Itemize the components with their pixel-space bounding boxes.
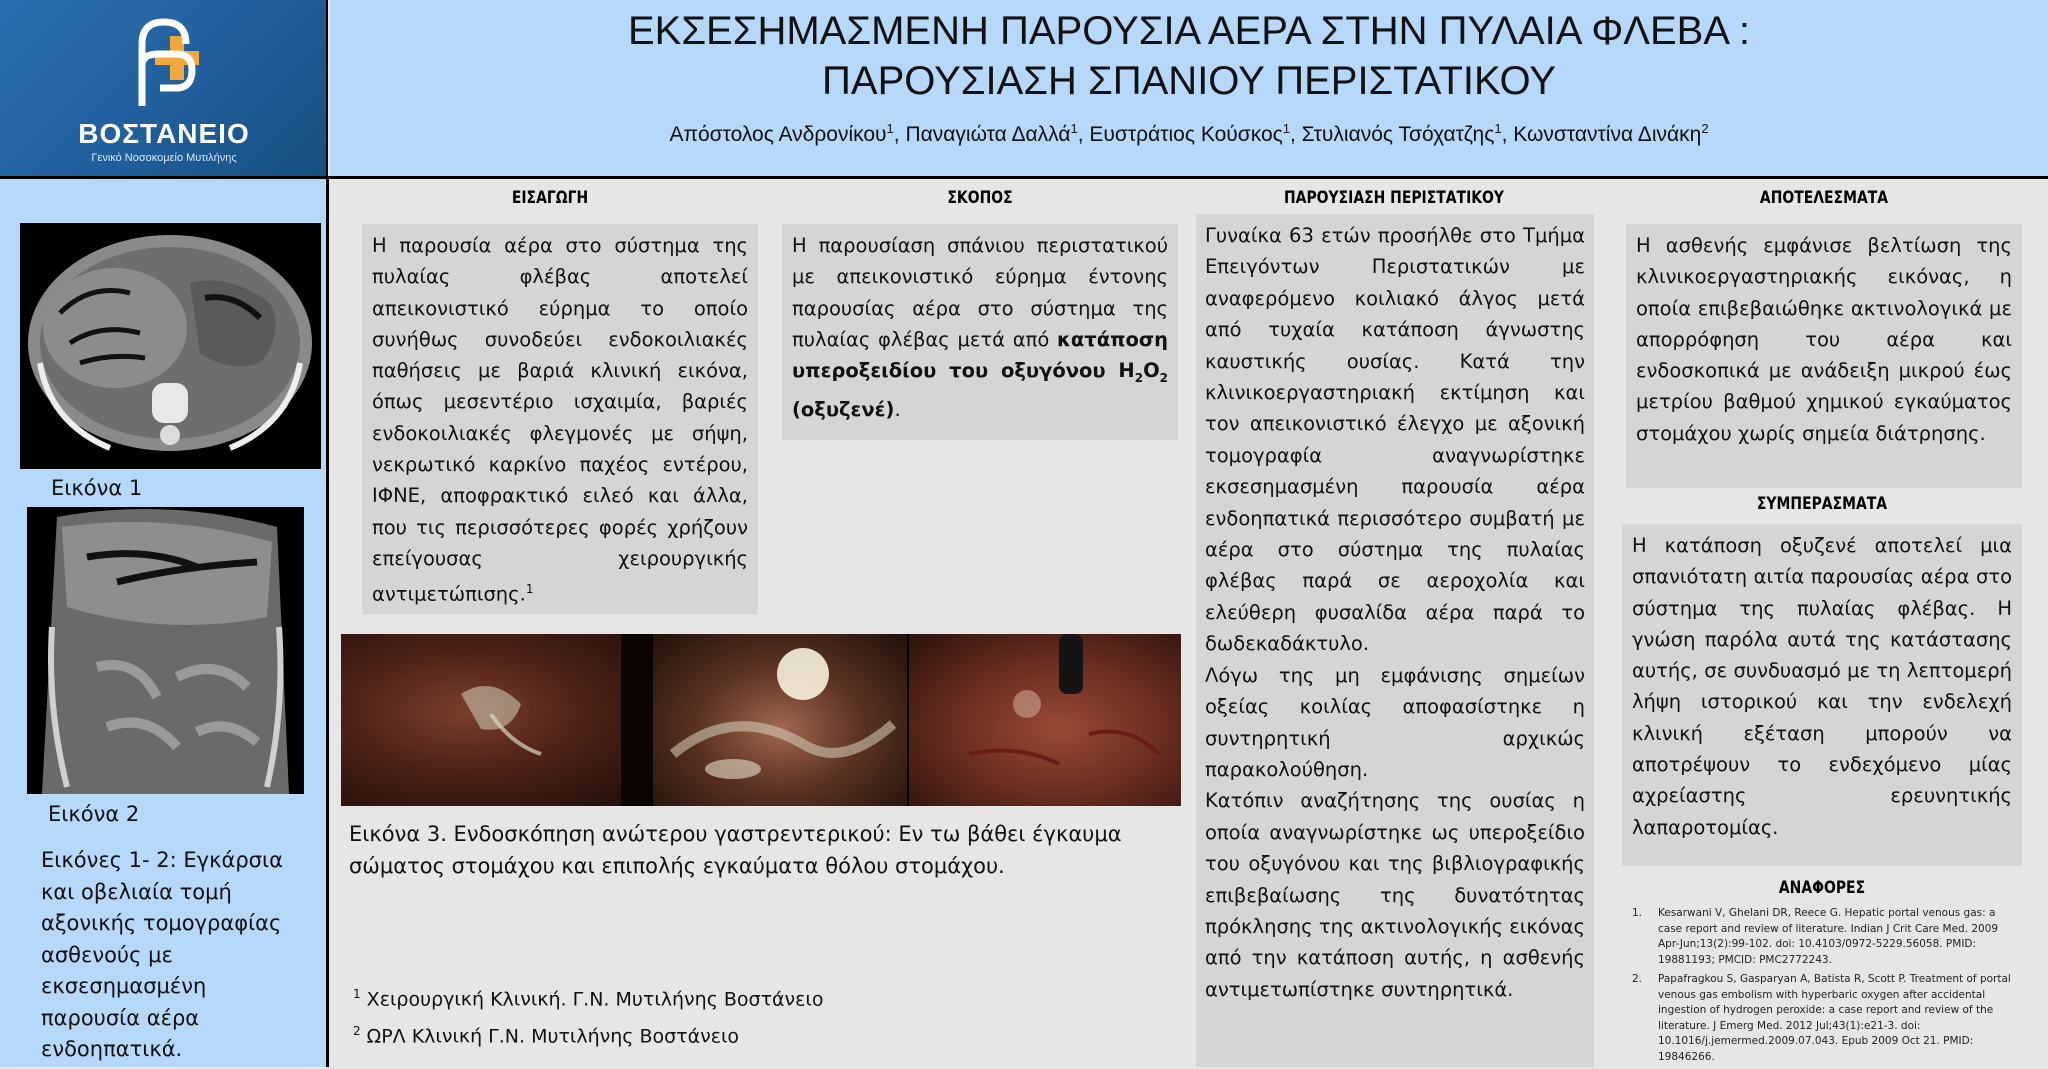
conclusions-box xyxy=(1622,524,2022,866)
author: Κωνσταντίνα Δινάκη$^2$ xyxy=(1513,121,1709,146)
endoscopy-image-1 xyxy=(341,634,651,806)
hospital-logo xyxy=(0,0,328,176)
author-affiliation-marker: 2 xyxy=(1701,121,1709,136)
affiliation-item: $^1$ Χειρουργική Κλινική. Γ.Ν. Μυτιλήνης Βοστάνειο xyxy=(353,987,824,1011)
aim-text: Η παρουσίαση σπάνιου περιστατικού με απεικονιστικό εύρημα έντονης παρουσίας αέρα στο σύστημα της πυλαίας φλέβας μετά από κατάποση υπεροξειδίου του οξυγόνου $H_2O_2$ (οξυζενέ). xyxy=(792,234,1168,422)
results-text: Η ασθενής εμφάνισε βελτίωση της κλινικοεργαστηριακής εικόνας, η οποία επιβεβαιώθηκε ακτινολογικά με απορρόφηση του αέρα και ενδοσκοπικά με ανάδειξη μικρού έως μετρίου βαθμού χημικού εγκαύματος στομάχου χωρίς σημεία διάτρησης. xyxy=(1636,234,2012,445)
author-affiliation-marker: 1 xyxy=(886,121,894,136)
hospital-subtitle: Γενικό Νοσοκομείο Μυτιλήνης xyxy=(91,152,237,164)
references-heading: ΑΝΑΦΟΡΕΣ xyxy=(1778,878,1866,898)
figure-2-label: Εικόνα 2 xyxy=(48,802,140,826)
author-list: Απόστολος Ανδρονίκου$^1$, Παναγιώτα Δαλλά$^1$, Ευστράτιος Κούσκος$^1$, Στυλιανός Τσόχατζης$^1$, Κωνσταντίνα Δινάκη$^2$ xyxy=(669,121,1709,146)
references-list xyxy=(1632,906,2012,1069)
author: Στυλιανός Τσόχατζης$^1$ xyxy=(1301,121,1502,146)
reference-item: 1. Kesarwani V, Ghelani DR, Reece G. Hepatic portal venous gas: a case report and review of literature. Indian J Crit Care Med. 2009 Apr-Jun;13(2):99-102. doi: 10.4103/0972-5229.56058. PMID: 19881193; PMCID: PMC2772243. xyxy=(1632,907,1999,966)
ct-coronal-drawing xyxy=(27,507,304,794)
case-heading: ΠΑΡΟΥΣΙΑΣΗ ΠΕΡΙΣΤΑΤΙΚΟΥ xyxy=(1283,188,1505,208)
endoscopy-drawing-2 xyxy=(653,634,907,806)
author: Απόστολος Ανδρονίκου$^1$ xyxy=(669,121,894,146)
aim-box xyxy=(782,224,1178,440)
case-paragraph: Γυναίκα 63 ετών προσήλθε στο Τμήμα Επειγόντων Περιστατικών με αναφερόμενο κοιλιακό άλγος μετά από τυχαία κατάποση άγνωστης καυστικής ουσίας. Κατά την κλινικοεργαστηριακή εκτίμηση και τον απεικονιστικό έλεγχο με αξονική τομογραφία αναγνωρίστηκε εκσεσημασμένη παρουσία αέρα ενδοηπατικά περισσότερο συμβατή με αέρα στο σύστημα της πυλαίας φλέβας παρά σε αεροχολία και ελεύθερη φυσαλίδα αέρα παρά το δωδεκαδάκτυλο. xyxy=(1205,224,1585,656)
affiliation-item: $^2$ ΩΡΛ Κλινική Γ.Ν. Μυτιλήνης Βοστάνειο xyxy=(353,1024,740,1048)
author-affiliation-marker: 1 xyxy=(1282,121,1290,136)
author-affiliation-marker: 1 xyxy=(1494,121,1502,136)
endoscopy-image-2 xyxy=(653,634,907,806)
author: Ευστράτιος Κούσκος$^1$ xyxy=(1089,121,1290,146)
endoscopy-images xyxy=(341,634,1181,806)
ct-coronal-image xyxy=(27,507,304,794)
figure-3-caption: Εικόνα 3. Ενδοσκόπηση ανώτερου γαστρεντερικού: Εν τω βάθει έγκαυμα σώματος στομάχου και επιπολής εγκαύματα θόλου στομάχου. xyxy=(349,822,1122,878)
intro-box xyxy=(362,224,758,614)
results-box xyxy=(1626,224,2022,488)
author-affiliation-marker: 1 xyxy=(1070,121,1078,136)
case-paragraph: Λόγω της μη εμφάνισης σημείων οξείας κοιλίας αποφασίστηκε η συντηρητική αρχικώς παρακολούθηση. xyxy=(1205,663,1585,781)
ct-axial-drawing xyxy=(20,223,321,469)
hospital-logo-icon xyxy=(120,14,220,114)
title-line-2: ΠΑΡΟΥΣΙΑΣΗ ΣΠΑΝΙΟΥ ΠΕΡΙΣΤΑΤΙΚΟΥ xyxy=(822,59,1556,103)
poster-title xyxy=(330,6,2048,106)
endoscopy-drawing-3 xyxy=(909,634,1181,806)
sidebar-divider xyxy=(326,179,329,1067)
endoscopy-image-3 xyxy=(909,634,1181,806)
results-heading: ΑΠΟΤΕΛΕΣΜΑΤΑ xyxy=(1759,188,1889,208)
figure-1-label: Εικόνα 1 xyxy=(51,476,143,500)
endoscopy-drawing-1 xyxy=(341,634,651,806)
poster-header xyxy=(330,0,2048,176)
reference-item: 2. Papafragkou S, Gasparyan A, Batista R, Scott P. Treatment of portal venous gas embolism with hyperbaric oxygen after accidental ingestion of hydrogen peroxide: a case report and review of the literature. J Emerg Med. 2012 Jul;43(1):e21-3. doi: 10.1016/j.jemermed.2009.07.043. Epub 2009 Oct 21. PMID: 19846266. xyxy=(1632,973,2011,1063)
aim-emphasis: κατάποση υπεροξειδίου του οξυγόνου $H_2O_2$ (οξυζενέ) xyxy=(792,327,1168,422)
case-paragraph: Κατόπιν αναζήτησης της ουσίας η οποία αναγνωρίστηκε ως υπεροξείδιο του οξυγόνου και της βιβλιογραφικής επιβεβαίωσης της δυνατότητας πρόκλησης της ακτινολογικής εικόνας από την κατάποση αυτής, η ασθενής αντιμετωπίστηκε συντηρητικά. xyxy=(1205,789,1585,1001)
author: Παναγιώτα Δαλλά$^1$ xyxy=(905,121,1078,146)
conclusions-text: Η κατάποση οξυζενέ αποτελεί μια σπανιότατη αιτία παρουσίας αέρα στο σύστημα της πυλαίας φλέβας. Η γνώση παρόλα αυτά της κατάστασης αυτής, σε συνδυασμό με τη λεπτομερή λήψη ιστορικού και την ενδελεχή κλινική εξέταση μπορούν να αποτρέψουν το ενδεχόμενο μίας αχρείαστης ερευνητικής λαπαροτομίας. xyxy=(1632,534,2012,839)
intro-reference-marker: 1 xyxy=(525,582,534,597)
figures-1-2-caption: Εικόνες 1- 2: Εγκάρσια και οβελιαία τομή αξονικής τομογραφίας ασθενούς με εκσεσημασμένη παρουσία αέρα ενδοηπατικά. xyxy=(41,848,283,1061)
conclusions-heading: ΣΥΜΠΕΡΑΣΜΑΤΑ xyxy=(1756,494,1888,514)
ct-axial-image xyxy=(20,223,321,469)
hospital-name: ΒΟΣΤΑΝΕΙΟ xyxy=(78,118,250,149)
affiliations xyxy=(353,978,824,1053)
intro-heading: ΕΙΣΑΓΩΓΗ xyxy=(511,188,589,208)
title-line-1: ΕΚΣΕΣΗΜΑΣΜΕΝΗ ΠΑΡΟΥΣΙΑ ΑΕΡΑ ΣΤΗΝ ΠΥΛΑΙΑ ΦΛΕΒΑ : xyxy=(627,9,1751,53)
aim-heading: ΣΚΟΠΟΣ xyxy=(947,188,1013,208)
case-box xyxy=(1196,214,1594,1067)
intro-text: Η παρουσία αέρα στο σύστημα της πυλαίας φλέβας αποτελεί απεικονιστικό εύρημα το οποίο συνήθως συνοδεύει ενδοκοιλιακές παθήσεις με βαριά κλινική εικόνα, όπως μεσεντέριο ισχαιμία, βαριές ενδοκοιλιακές φλεγμονές με σήψη, νεκρωτικό καρκίνο παχέος εντέρου, ΙΦΝΕ, αποφρακτικό ειλεό και άλλα, που τις περισσότερες φορές χρήζουν επείγουσας χειρουργικής αντιμετώπισης.$^1$ xyxy=(372,234,748,606)
logo-divider xyxy=(326,0,328,176)
